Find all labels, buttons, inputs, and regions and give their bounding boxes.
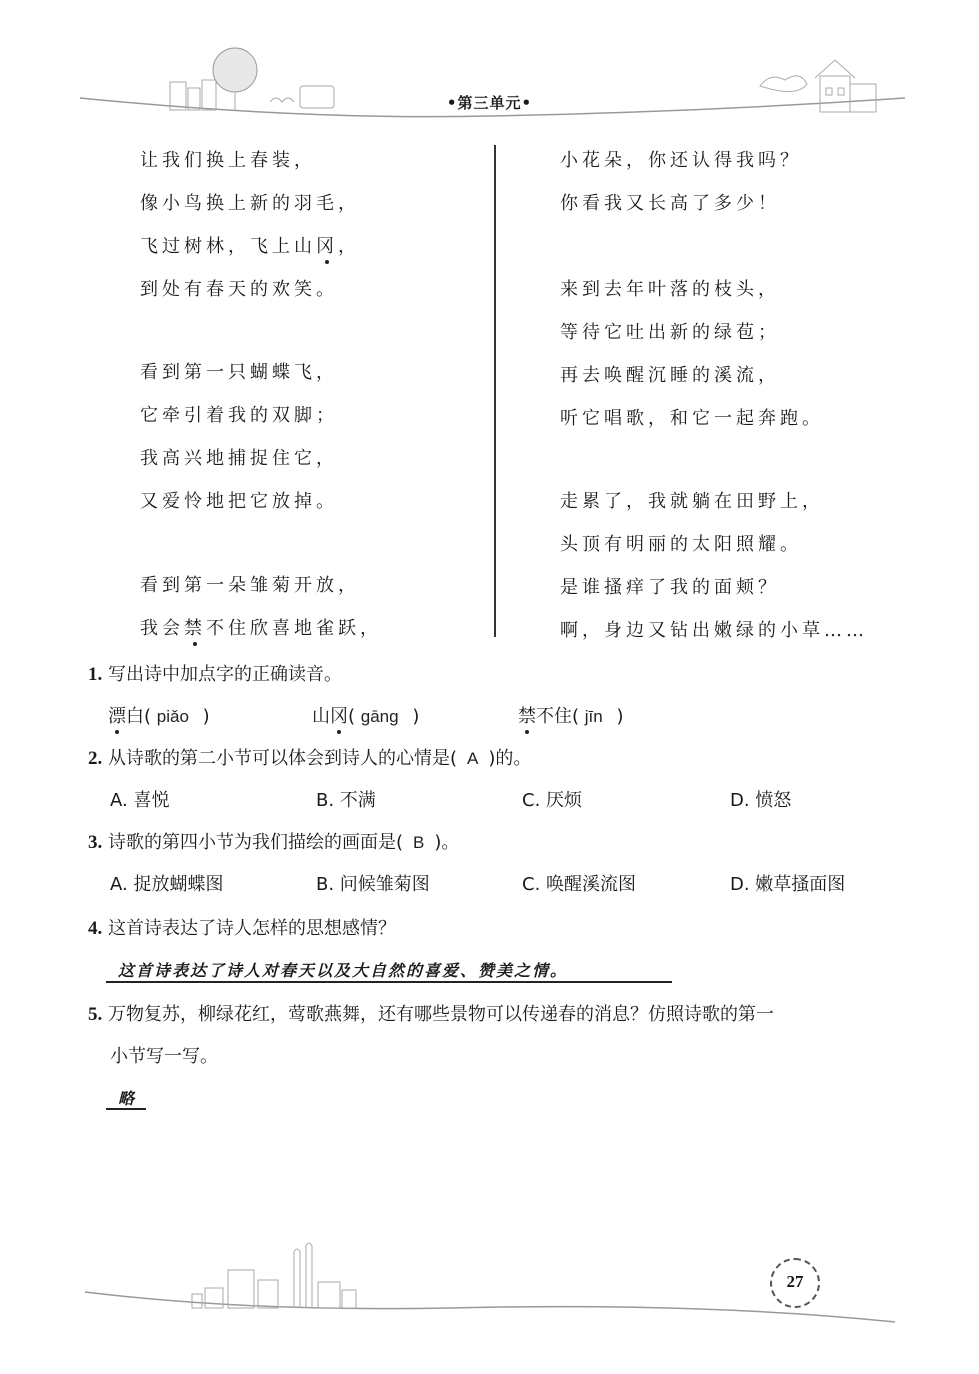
poem-line: 再去唤醒沉睡的溪流， (560, 365, 780, 386)
question-5 (88, 1000, 774, 1026)
handwritten-answer: 这首诗表达了诗人对春天以及大自然的喜爱、赞美之情。 (118, 961, 569, 980)
question-3 (88, 828, 459, 854)
city-skyline-icon (192, 1243, 356, 1308)
item-text: ) (412, 706, 420, 727)
footer-decoration (0, 1230, 979, 1340)
question-2 (88, 744, 531, 770)
question-number: 1. (88, 664, 103, 685)
item-text: 山 (312, 706, 330, 727)
item-text: 不住( (536, 706, 580, 727)
poem-line: 看到第一朵雏菊开放， (140, 575, 360, 596)
dotted-char: 禁 (184, 614, 206, 640)
question-number: 2. (88, 748, 103, 769)
dotted-char: 冈 (330, 702, 348, 728)
poem-text: 不住欣喜地雀跃， (206, 618, 382, 639)
question-4 (88, 914, 396, 940)
question-text: 万物复苏，柳绿花红，莺歌燕舞，还有哪些景物可以传递春的消息？仿照诗歌的第一 (107, 1004, 774, 1025)
unit-title: •第三单元• (446, 94, 533, 112)
poem-line: 是谁搔痒了我的面颊？ (560, 577, 780, 598)
question-number: 3. (88, 832, 103, 853)
poem-line: 啊，身边又钻出嫩绿的小草…… (560, 620, 868, 641)
poem-line-with-dot (140, 232, 360, 258)
question-text: )。 (434, 832, 460, 853)
question-text-line2: 小节写一写。 (110, 1046, 218, 1067)
poem-line: 又爱怜地把它放掉。 (140, 491, 338, 512)
poem-line: 它牵引着我的双脚； (140, 405, 338, 426)
page-number: 27 (770, 1258, 820, 1308)
item-text: 白( (126, 706, 152, 727)
dotted-char: 冈 (316, 232, 338, 258)
pinyin-item (312, 702, 419, 728)
answer-underline (106, 981, 672, 983)
option-b: B. 问候雏菊图 (316, 874, 430, 895)
poem-line: 你看我又长高了多少！ (560, 193, 780, 214)
question-text: 这首诗表达了诗人怎样的思想感情？ (107, 918, 396, 939)
question-number: 4. (88, 918, 103, 939)
dotted-char: 漂 (108, 702, 126, 728)
item-text: ) (202, 706, 210, 727)
poem-text: 飞过树林，飞上山 (140, 236, 316, 257)
option-b: B. 不满 (316, 790, 376, 811)
poem-line: 让我们换上春装， (140, 150, 316, 171)
poem-line: 到处有春天的欢笑。 (140, 279, 338, 300)
option-a: A. 捉放蝴蝶图 (110, 874, 224, 895)
answer-choice: A (467, 749, 479, 768)
answer-pinyin: piǎo (156, 707, 189, 726)
poem-line-with-dot (140, 614, 382, 640)
dotted-char: 禁 (518, 702, 536, 728)
poem-line: 听它唱歌，和它一起奔跑。 (560, 408, 824, 429)
option-c: C. 厌烦 (522, 790, 583, 811)
poem-line: 等待它吐出新的绿苞； (560, 322, 780, 343)
answer-choice: B (413, 833, 425, 852)
poem-text: 我会 (140, 618, 184, 639)
question-text: )的。 (488, 748, 532, 769)
poem-text: ， (338, 236, 360, 257)
poem-line: 头顶有明丽的太阳照耀。 (560, 534, 802, 555)
header-decoration (0, 40, 979, 140)
answer-pinyin: gāng (360, 707, 399, 726)
option-d: D. 愤怒 (730, 790, 792, 811)
item-text: ( (348, 706, 356, 727)
option-d: D. 嫩草搔面图 (730, 874, 846, 895)
poem-line: 看到第一只蝴蝶飞， (140, 362, 338, 383)
question-text: 诗歌的第四小节为我们描绘的画面是( (107, 832, 404, 853)
option-a: A. 喜悦 (110, 790, 170, 811)
pinyin-item (518, 702, 624, 728)
question-number: 5. (88, 1004, 103, 1025)
question-text: 写出诗中加点字的正确读音。 (107, 664, 342, 685)
item-text: ) (616, 706, 624, 727)
question-text: 从诗歌的第二小节可以体会到诗人的心情是( (107, 748, 458, 769)
answer-underline (106, 1108, 146, 1110)
poem-line: 来到去年叶落的枝头， (560, 279, 780, 300)
poem-line: 像小鸟换上新的羽毛， (140, 193, 360, 214)
option-c: C. 唤醒溪流图 (522, 874, 637, 895)
handwritten-answer: 略 (118, 1089, 137, 1108)
column-divider (494, 145, 496, 637)
poem-line: 小花朵，你还认得我吗？ (560, 150, 802, 171)
question-1 (88, 660, 342, 686)
poem-line: 我高兴地捕捉住它， (140, 448, 338, 469)
pinyin-item (108, 702, 210, 728)
poem-line: 走累了，我就躺在田野上， (560, 491, 824, 512)
answer-pinyin: jīn (584, 707, 603, 726)
